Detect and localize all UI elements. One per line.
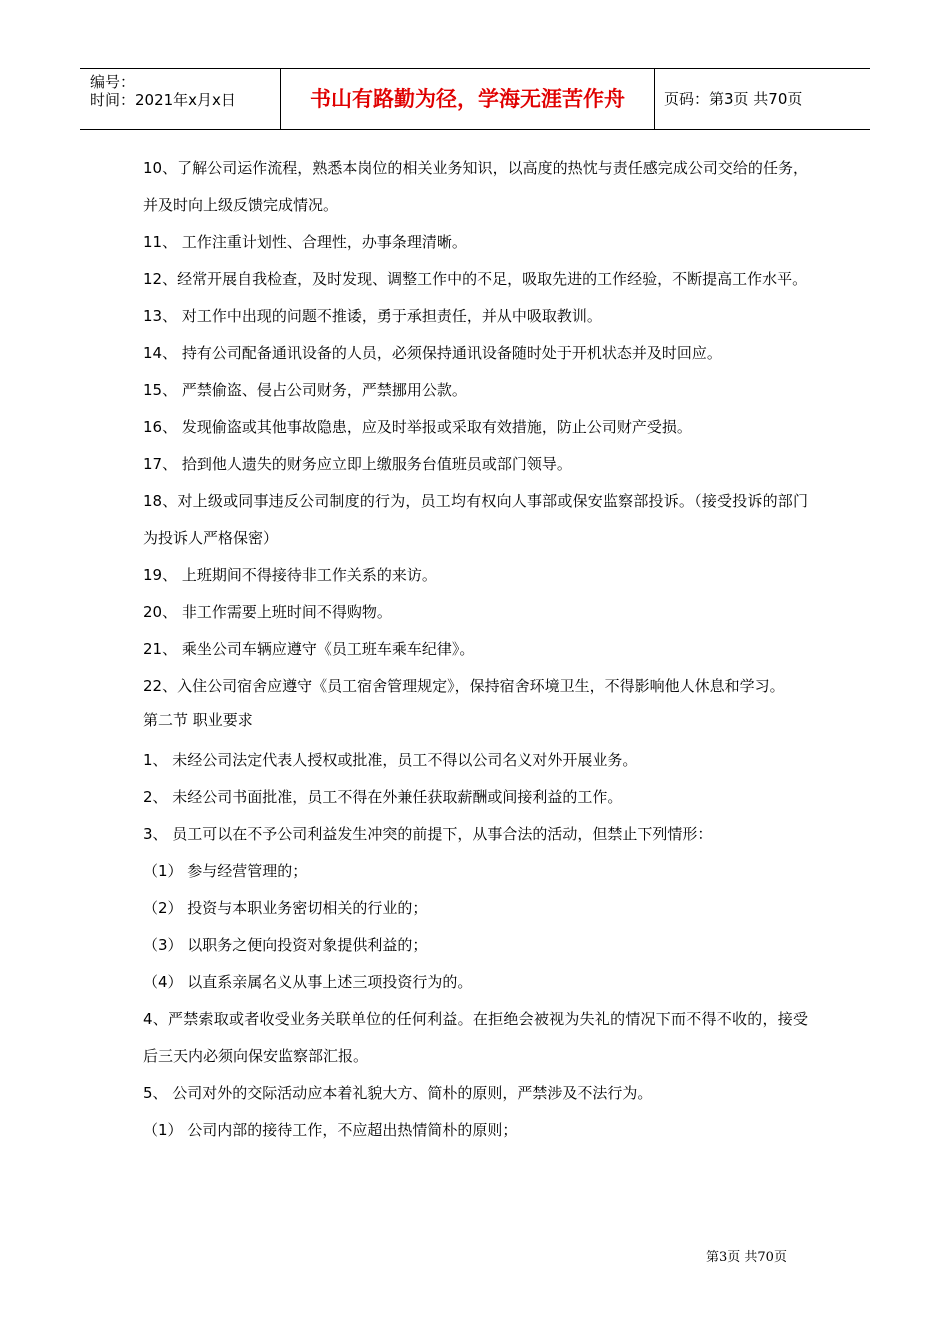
rule-paragraph: 3、 员工可以在不予公司利益发生冲突的前提下，从事合法的活动，但禁止下列情形： (143, 825, 713, 843)
sub-item: （1） 参与经营管理的； (143, 862, 308, 880)
document-time-label: 时间：2021年x月x日 (90, 91, 236, 109)
rule-paragraph: 14、 持有公司配备通讯设备的人员，必须保持通讯设备随时处于开机状态并及时回应。 (143, 344, 722, 362)
sub-item: （1） 公司内部的接待工作，不应超出热情简朴的原则； (143, 1121, 518, 1139)
rule-paragraph: 19、 上班期间不得接待非工作关系的来访。 (143, 566, 437, 584)
page-header (80, 68, 870, 130)
sub-item: （3） 以职务之便向投资对象提供利益的； (143, 936, 428, 954)
rule-paragraph: 1、 未经公司法定代表人授权或批准，员工不得以公司名义对外开展业务。 (143, 751, 638, 769)
header-meta (90, 69, 280, 129)
rule-paragraph: 17、 拾到他人遗失的财务应立即上缴服务台值班员或部门领导。 (143, 455, 572, 473)
rule-paragraph: 12、经常开展自我检查，及时发现、调整工作中的不足，吸取先进的工作经验，不断提高工作水平。 (143, 270, 808, 288)
rule-paragraph: 22、入住公司宿舍应遵守《员工宿舍管理规定》，保持宿舍环境卫生，不得影响他人休息和学习。 (143, 677, 785, 695)
rule-paragraph: 15、 严禁偷盗、侵占公司财务，严禁挪用公款。 (143, 381, 467, 399)
rule-paragraph: 11、 工作注重计划性、合理性，办事条理清晰。 (143, 233, 467, 251)
rule-paragraph: 16、 发现偷盗或其他事故隐患，应及时举报或采取有效措施，防止公司财产受损。 (143, 418, 692, 436)
rule-paragraph: 18、对上级或同事违反公司制度的行为，员工均有权向人事部或保安监察部投诉。（接受投诉的部门为投诉人严格保密） (143, 492, 808, 547)
header-divider (654, 69, 655, 129)
sub-item: （4） 以直系亲属名义从事上述三项投资行为的。 (143, 973, 473, 991)
section-heading: 第二节 职业要求 (143, 711, 253, 729)
rule-paragraph: 20、 非工作需要上班时间不得购物。 (143, 603, 392, 621)
document-number-label: 编号： (90, 73, 136, 91)
page-footer: 第3页 共70页 (706, 1250, 787, 1265)
rule-paragraph: 13、 对工作中出现的问题不推诿，勇于承担责任，并从中吸取教训。 (143, 307, 602, 325)
rule-paragraph: 21、 乘坐公司车辆应遵守《员工班车乘车纪律》。 (143, 640, 475, 658)
rule-paragraph: 10、了解公司运作流程，熟悉本岗位的相关业务知识，以高度的热忱与责任感完成公司交给的任务，并及时向上级反馈完成情况。 (143, 159, 808, 214)
rule-paragraph: 2、 未经公司书面批准，员工不得在外兼任获取薪酬或间接利益的工作。 (143, 788, 623, 806)
rule-paragraph: 4、严禁索取或者收受业务关联单位的任何利益。在拒绝会被视为失礼的情况下而不得不收的，接受后三天内必须向保安监察部汇报。 (143, 1010, 808, 1065)
document-body (143, 150, 808, 1149)
sub-item: （2） 投资与本职业务密切相关的行业的； (143, 899, 428, 917)
header-page-info: 页码：第3页 共70页 (664, 90, 803, 108)
header-motto: 书山有路勤为径，学海无涯苦作舟 (310, 87, 625, 111)
rule-paragraph: 5、 公司对外的交际活动应本着礼貌大方、简朴的原则，严禁涉及不法行为。 (143, 1084, 653, 1102)
